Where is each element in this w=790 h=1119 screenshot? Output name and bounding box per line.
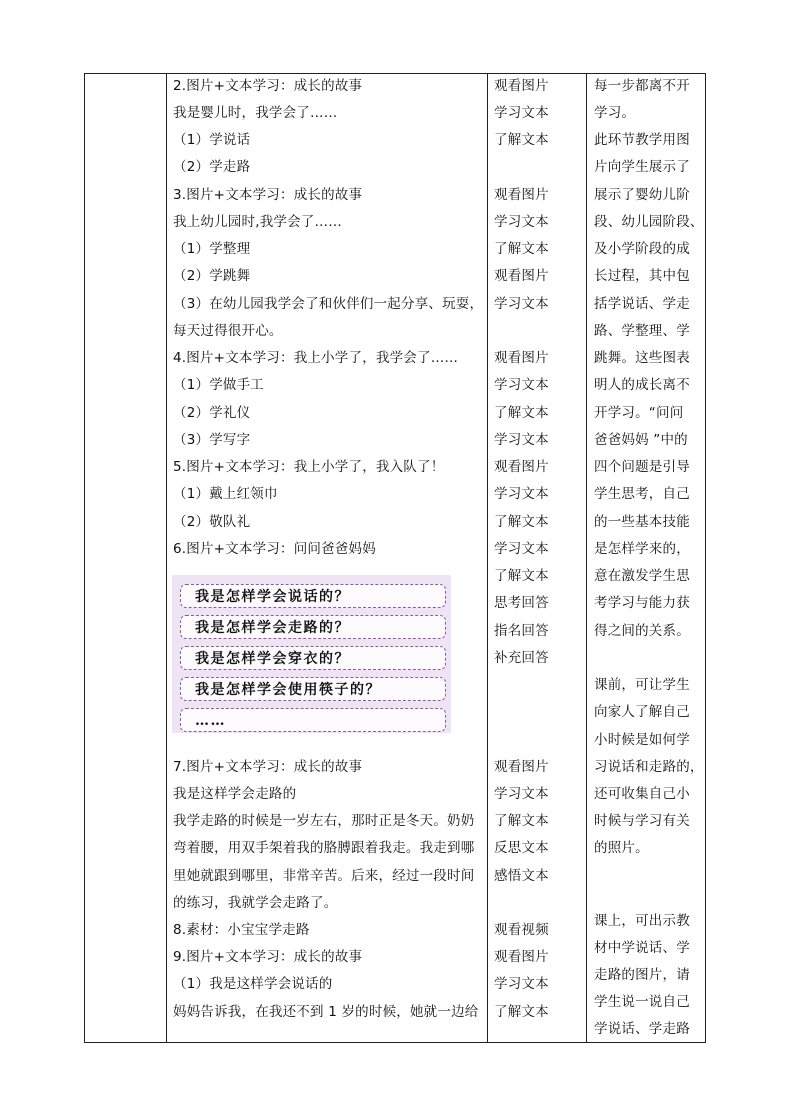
intent-line: 段、幼儿园阶段、 bbox=[594, 214, 704, 230]
activity-item: 学习文本 bbox=[494, 976, 549, 992]
intent-line: 考学习与能力获 bbox=[594, 595, 690, 611]
content-line: 8.素材：小宝宝学走路 bbox=[173, 922, 310, 938]
question-pill: 我是怎样学会穿衣的？ bbox=[180, 646, 446, 670]
intent-line: 学生说一说自己 bbox=[594, 994, 690, 1010]
content-line: 我是婴儿时，我学会了…… bbox=[173, 105, 338, 121]
activity-item: 观看图片 bbox=[494, 187, 549, 203]
intent-line: 学习。 bbox=[594, 105, 636, 121]
content-line: （3）在幼儿园我学会了和伙伴们一起分享、玩耍， bbox=[173, 296, 484, 312]
activity-item: 观看图片 bbox=[494, 459, 549, 475]
question-pill: 我是怎样学会走路的？ bbox=[180, 615, 446, 639]
intent-line: 课上，可出示教 bbox=[594, 913, 690, 929]
intent-line: 学说话、学走路 bbox=[594, 1021, 690, 1037]
activity-item: 学习文本 bbox=[494, 296, 549, 312]
activity-item: 了解文本 bbox=[494, 813, 549, 829]
activity-item: 学习文本 bbox=[494, 786, 549, 802]
content-line: 7.图片+文本学习：成长的故事 bbox=[173, 759, 363, 775]
activity-item: 了解文本 bbox=[494, 241, 549, 257]
content-line: 的练习，我就学会走路了。 bbox=[173, 895, 338, 911]
activity-item: 观看图片 bbox=[494, 78, 549, 94]
activity-item: 了解文本 bbox=[494, 405, 549, 421]
activity-item: 了解文本 bbox=[494, 568, 549, 584]
activity-item: 学习文本 bbox=[494, 486, 549, 502]
intent-line: 得之间的关系。 bbox=[594, 623, 690, 639]
activity-item: 学习文本 bbox=[494, 105, 549, 121]
content-line: （2）学跳舞 bbox=[173, 268, 251, 284]
intent-line: 的一些基本技能 bbox=[594, 514, 690, 530]
intent-line: 路、学整理、学 bbox=[594, 323, 690, 339]
content-line: 5.图片+文本学习：我上小学了，我入队了！ bbox=[173, 459, 445, 475]
intent-line: 课前，可让学生 bbox=[594, 677, 690, 693]
table-top-border bbox=[84, 73, 706, 74]
content-line: （1）我是这样学会说话的 bbox=[173, 976, 333, 992]
content-line: （1）学说话 bbox=[173, 132, 251, 148]
activity-item: 观看图片 bbox=[494, 268, 549, 284]
table-right-border bbox=[705, 73, 706, 1043]
content-line: （2）敬队礼 bbox=[173, 514, 251, 530]
intent-line: 走路的图片，请 bbox=[594, 967, 690, 983]
activity-item: 了解文本 bbox=[494, 1004, 549, 1020]
question-pill: 我是怎样学会使用筷子的？ bbox=[180, 677, 446, 701]
activity-item: 观看图片 bbox=[494, 949, 549, 965]
content-line: （3）学写字 bbox=[173, 432, 251, 448]
content-line: （1）学整理 bbox=[173, 241, 251, 257]
intent-line: 每一步都离不开 bbox=[594, 78, 690, 94]
intent-line: 四个问题是引导 bbox=[594, 459, 690, 475]
table-left-border bbox=[84, 73, 85, 1043]
intent-line: 学生思考，自己 bbox=[594, 486, 690, 502]
content-line: （2）学礼仪 bbox=[173, 405, 251, 421]
content-line: 我上幼儿园时,我学会了…… bbox=[173, 214, 342, 230]
intent-line: 材中学说话、学 bbox=[594, 940, 690, 956]
intent-line: 此环节教学用图 bbox=[594, 132, 690, 148]
column-divider-2 bbox=[487, 73, 488, 1043]
activity-item: 了解文本 bbox=[494, 514, 549, 530]
intent-line: 括学说话、学走 bbox=[594, 296, 690, 312]
activity-item: 观看视频 bbox=[494, 922, 549, 938]
activity-item: 指名回答 bbox=[494, 623, 549, 639]
content-line: 9.图片+文本学习：成长的故事 bbox=[173, 949, 363, 965]
intent-line: 爸爸妈妈 ”中的 bbox=[594, 432, 688, 448]
content-line: 2.图片+文本学习：成长的故事 bbox=[173, 78, 363, 94]
question-pill: 我是怎样学会说话的？ bbox=[180, 584, 446, 608]
activity-item: 感悟文本 bbox=[494, 868, 549, 884]
table-bottom-border bbox=[84, 1042, 706, 1043]
content-line: 6.图片+文本学习：问问爸爸妈妈 bbox=[173, 541, 376, 557]
column-divider-3 bbox=[586, 73, 587, 1043]
activity-item: 学习文本 bbox=[494, 377, 549, 393]
intent-line: 小时候是如何学 bbox=[594, 732, 690, 748]
intent-line: 跳舞。这些图表 bbox=[594, 350, 690, 366]
activity-item: 了解文本 bbox=[494, 132, 549, 148]
content-line: （1）学做手工 bbox=[173, 377, 264, 393]
content-line: 里她就跟到哪里，非常辛苦。后来，经过一段时间 bbox=[173, 868, 475, 884]
activity-item: 学习文本 bbox=[494, 432, 549, 448]
intent-line: 展示了婴幼儿阶 bbox=[594, 187, 690, 203]
intent-line: 习说话和走路的， bbox=[594, 759, 704, 775]
intent-line: 向家人了解自己 bbox=[594, 704, 690, 720]
intent-line: 片向学生展示了 bbox=[594, 159, 690, 175]
activity-item: 补充回答 bbox=[494, 650, 549, 666]
intent-line: 的照片。 bbox=[594, 840, 649, 856]
intent-line: 还可收集自己小 bbox=[594, 786, 690, 802]
content-line: 妈妈告诉我，在我还不到 1 岁的时候，她就一边给 bbox=[173, 1004, 479, 1020]
content-line: 每天过得很开心。 bbox=[173, 323, 283, 339]
content-line: （1）戴上红领巾 bbox=[173, 486, 278, 502]
content-line: 我学走路的时候是一岁左右，那时正是冬天。奶奶 bbox=[173, 813, 475, 829]
content-line: 我是这样学会走路的 bbox=[173, 786, 297, 802]
activity-item: 学习文本 bbox=[494, 541, 549, 557]
intent-line: 开学习。“问问 bbox=[594, 405, 684, 421]
content-line: 弯着腰，用双手架着我的胳膊跟着我走。我走到哪 bbox=[173, 840, 475, 856]
column-divider-1 bbox=[166, 73, 167, 1043]
intent-line: 是怎样学来的， bbox=[594, 541, 690, 557]
intent-line: 意在激发学生思 bbox=[594, 568, 690, 584]
intent-line: 及小学阶段的成 bbox=[594, 241, 690, 257]
question-pill: …… bbox=[180, 708, 446, 732]
content-line: 4.图片+文本学习：我上小学了，我学会了…… bbox=[173, 350, 459, 366]
content-line: （2）学走路 bbox=[173, 159, 251, 175]
content-line: 3.图片+文本学习：成长的故事 bbox=[173, 187, 363, 203]
intent-line: 长过程，其中包 bbox=[594, 268, 690, 284]
intent-line: 明人的成长离不 bbox=[594, 377, 690, 393]
question-image-panel bbox=[172, 575, 451, 733]
intent-line: 时候与学习有关 bbox=[594, 813, 690, 829]
activity-item: 观看图片 bbox=[494, 350, 549, 366]
activity-item: 反思文本 bbox=[494, 840, 549, 856]
activity-item: 观看图片 bbox=[494, 759, 549, 775]
activity-item: 学习文本 bbox=[494, 214, 549, 230]
activity-item: 思考回答 bbox=[494, 595, 549, 611]
